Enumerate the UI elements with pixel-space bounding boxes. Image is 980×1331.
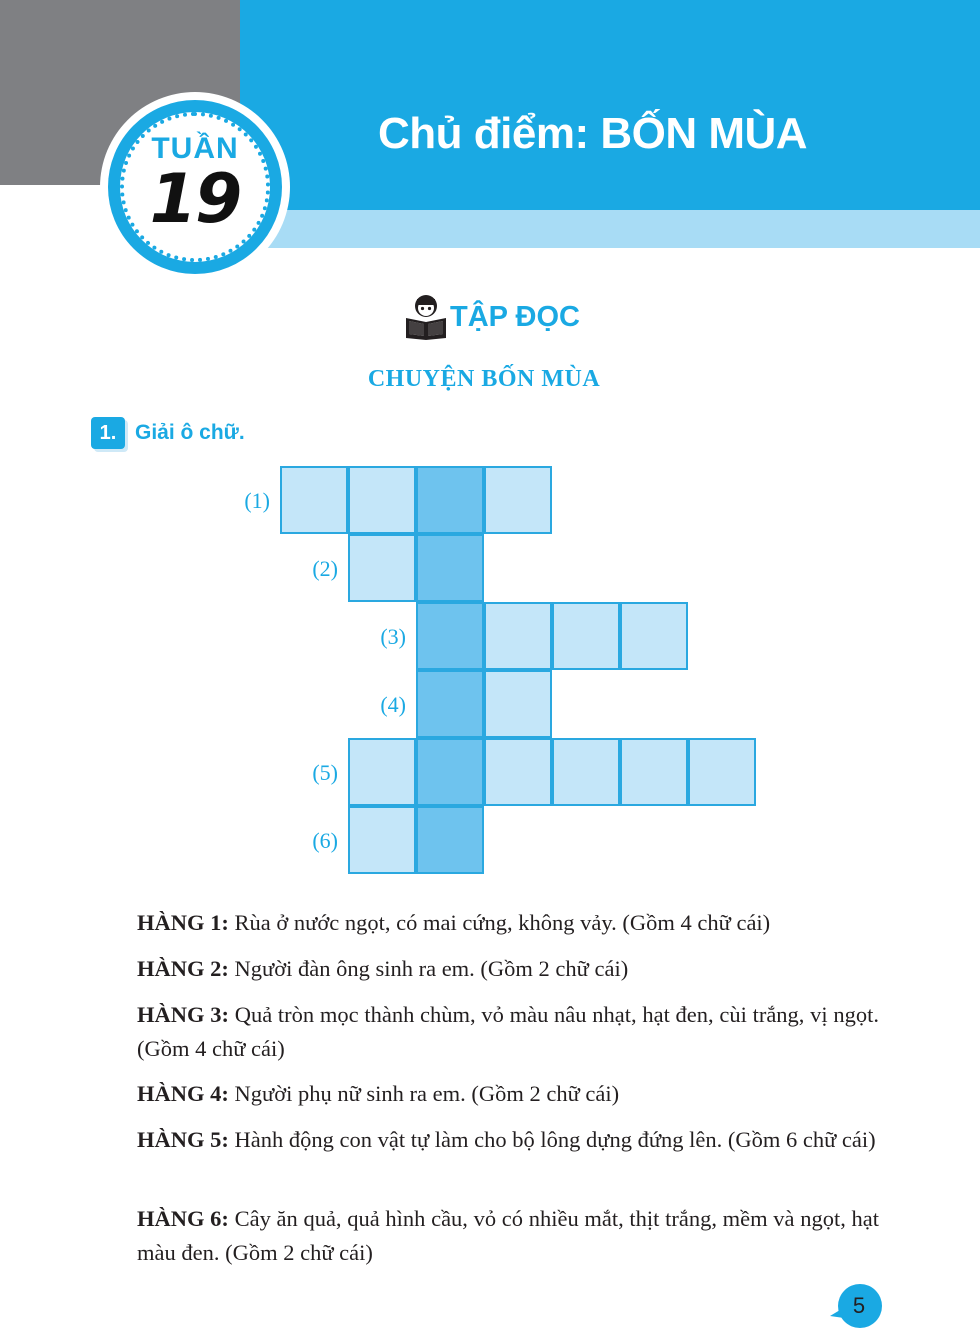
clue-text: Người phụ nữ sinh ra em. (Gồm 2 chữ cái) [234, 1081, 620, 1106]
clue-label: HÀNG 3: [137, 1002, 229, 1027]
clue-text: Người đàn ông sinh ra em. (Gồm 2 chữ cái) [234, 956, 629, 981]
clue-text: Hành động con vật tự làm cho bộ lông dựng đứng lên. (Gồm 6 chữ cái) [234, 1127, 876, 1152]
crossword-cell[interactable] [348, 738, 416, 806]
week-number: 19 [149, 160, 241, 239]
week-label: TUẦN [151, 132, 239, 165]
crossword-cell[interactable] [484, 738, 552, 806]
crossword-cell[interactable] [620, 602, 688, 670]
crossword-key-cell[interactable] [416, 534, 484, 602]
clue-label: HÀNG 1: [137, 910, 229, 935]
crossword-cell[interactable] [484, 466, 552, 534]
section-title: TẬP ĐỌC [450, 301, 580, 333]
week-badge-ring [108, 100, 282, 274]
crossword-key-cell[interactable] [416, 466, 484, 534]
clue-label: HÀNG 4: [137, 1081, 229, 1106]
clue-label: HÀNG 5: [137, 1127, 229, 1152]
crossword-cell[interactable] [348, 534, 416, 602]
crossword-cell[interactable] [280, 466, 348, 534]
crossword-key-cell[interactable] [416, 806, 484, 874]
clue-text: Rùa ở nước ngọt, có mai cứng, không vảy. (Gồm 4 chữ cái) [234, 910, 771, 935]
section-heading [404, 292, 604, 342]
clue-row-1 [137, 906, 879, 940]
reading-book-icon [404, 292, 448, 340]
crossword-cell[interactable] [552, 738, 620, 806]
crossword-key-cell[interactable] [416, 602, 484, 670]
clue-row-5 [137, 1123, 879, 1157]
crossword-row-label: (3) [380, 624, 406, 649]
crossword-cell[interactable] [484, 602, 552, 670]
clue-row-3 [137, 998, 879, 1066]
exercise-number-badge: 1. [91, 417, 125, 449]
crossword-row-label: (4) [380, 692, 406, 717]
chapter-title: Chủ điểm: BỐN MÙA [378, 109, 808, 158]
clue-label: HÀNG 2: [137, 956, 229, 981]
clue-row-2 [137, 952, 879, 986]
page-number: 5 [852, 1293, 866, 1318]
header-light-band [240, 210, 980, 248]
crossword-cell[interactable] [552, 602, 620, 670]
clue-row-6 [137, 1202, 879, 1270]
crossword-row-label: (2) [312, 556, 338, 581]
clue-text: Cây ăn quả, quả hình cầu, vỏ có nhiều mắt, thịt trắng, mềm và ngọt, hạt màu đen. (Gồm 2 chữ cái) [137, 1206, 879, 1265]
week-badge [100, 92, 290, 282]
crossword-key-cell[interactable] [416, 670, 484, 738]
crossword-cell[interactable] [688, 738, 756, 806]
crossword-cell[interactable] [484, 670, 552, 738]
crossword-cell[interactable] [620, 738, 688, 806]
lesson-title: CHUYỆN BỐN MÙA [367, 366, 601, 392]
week-badge-inner [120, 112, 270, 262]
clue-row-4 [137, 1077, 879, 1111]
crossword-cell[interactable] [348, 466, 416, 534]
exercise-instruction: Giải ô chữ. [135, 421, 245, 444]
page-number-badge [830, 1284, 888, 1330]
crossword-row-label: (1) [244, 488, 270, 513]
crossword-row-label: (6) [312, 828, 338, 853]
crossword-row-label: (5) [312, 760, 338, 785]
crossword-cell[interactable] [348, 806, 416, 874]
header-blue-band [240, 0, 980, 210]
clue-label: HÀNG 6: [137, 1206, 229, 1231]
clue-text: Quả tròn mọc thành chùm, vỏ màu nâu nhạt, hạt đen, cùi trắng, vị ngọt. (Gồm 4 chữ cái) [137, 1002, 880, 1061]
crossword-key-cell[interactable] [416, 738, 484, 806]
